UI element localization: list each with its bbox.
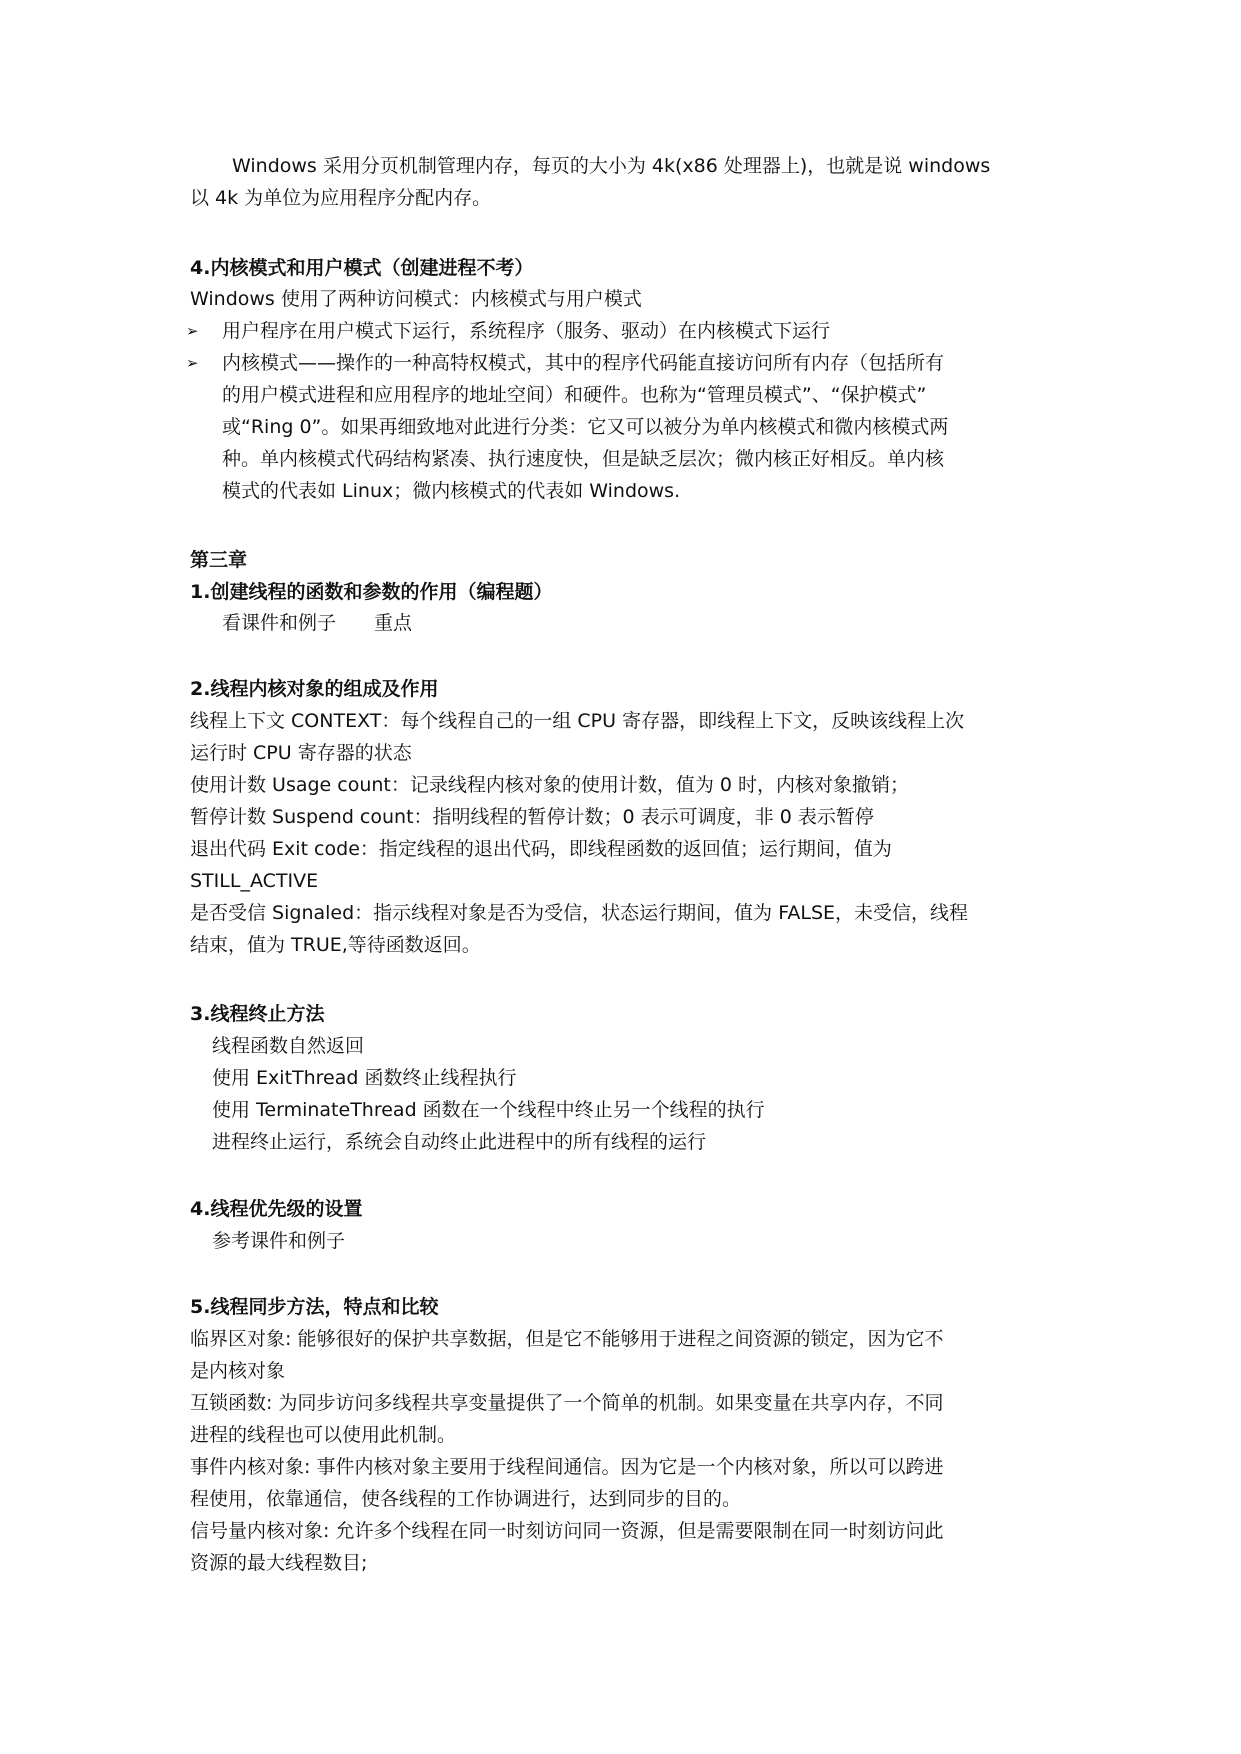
q5-line-5: 事件内核对象: 事件内核对象主要用于线程间通信。因为它是一个内核对象，所以可以跨进 <box>190 1456 944 1478</box>
q2-line-5: 退出代码 Exit code：指定线程的退出代码，即线程函数的返回值；运行期间，值为 <box>190 838 892 860</box>
q1-line: 看课件和例子 重点 <box>222 612 413 634</box>
q2-line-6: STILL_ACTIVE <box>190 870 319 892</box>
bullet-arrow-icon: ➢ <box>186 322 199 340</box>
q5-heading: 5.线程同步方法，特点和比较 <box>190 1296 439 1318</box>
bullet-2-line-3: 或“Ring 0”。如果再细致地对此进行分类：它又可以被分为单内核模式和微内核模式两 <box>222 416 949 438</box>
bullet-2-line-2: 的用户模式进程和应用程序的地址空间）和硬件。也称为“管理员模式”、“保护模式” <box>222 384 927 406</box>
section-4-heading: 4.内核模式和用户模式（创建进程不考） <box>190 257 534 279</box>
q5-line-4: 进程的线程也可以使用此机制。 <box>190 1424 457 1446</box>
bullet-2-line-5: 模式的代表如 Linux；微内核模式的代表如 Windows. <box>222 480 681 502</box>
q5-line-1: 临界区对象: 能够很好的保护共享数据，但是它不能够用于进程之间资源的锁定，因为它不 <box>190 1328 944 1350</box>
intro-line-2: 以 4k 为单位为应用程序分配内存。 <box>190 187 492 209</box>
q4-heading: 4.线程优先级的设置 <box>190 1198 363 1220</box>
q5-line-7: 信号量内核对象: 允许多个线程在同一时刻访问同一资源，但是需要限制在同一时刻访问此 <box>190 1520 944 1542</box>
bullet-1-text: 用户程序在用户模式下运行，系统程序（服务、驱动）在内核模式下运行 <box>222 320 831 342</box>
bullet-2-line-4: 种。单内核模式代码结构紧凑、执行速度快，但是缺乏层次；微内核正好相反。单内核 <box>222 448 945 470</box>
q3-line-2: 使用 ExitThread 函数终止线程执行 <box>212 1067 517 1089</box>
q3-heading: 3.线程终止方法 <box>190 1003 325 1025</box>
q2-line-1: 线程上下文 CONTEXT：每个线程自己的一组 CPU 寄存器，即线程上下文，反映该线程上次 <box>190 710 965 732</box>
q2-line-4: 暂停计数 Suspend count：指明线程的暂停计数；0 表示可调度，非 0 表示暂停 <box>190 806 874 828</box>
bullet-arrow-icon: ➢ <box>186 354 199 372</box>
q2-line-8: 结束，值为 TRUE,等待函数返回。 <box>190 934 481 956</box>
q2-line-7: 是否受信 Signaled：指示线程对象是否为受信，状态运行期间，值为 FALSE，未受信，线程 <box>190 902 969 924</box>
q2-line-3: 使用计数 Usage count：记录线程内核对象的使用计数，值为 0 时，内核对象撤销； <box>190 774 910 796</box>
bullet-2-line-1: 内核模式——操作的一种高特权模式，其中的程序代码能直接访问所有内存（包括所有 <box>222 352 945 374</box>
q1-heading: 1.创建线程的函数和参数的作用（编程题） <box>190 581 553 603</box>
intro-line-1: Windows 采用分页机制管理内存，每页的大小为 4k(x86 处理器上)，也就是说 windows <box>232 155 991 177</box>
q4-line: 参考课件和例子 <box>212 1230 346 1252</box>
q5-line-6: 程使用，依靠通信，使各线程的工作协调进行，达到同步的目的。 <box>190 1488 742 1510</box>
q2-line-2: 运行时 CPU 寄存器的状态 <box>190 742 412 764</box>
q3-line-3: 使用 TerminateThread 函数在一个线程中终止另一个线程的执行 <box>212 1099 765 1121</box>
q5-line-2: 是内核对象 <box>190 1360 286 1382</box>
q5-line-3: 互锁函数: 为同步访问多线程共享变量提供了一个简单的机制。如果变量在共享内存，不同 <box>190 1392 944 1414</box>
q5-line-8: 资源的最大线程数目; <box>190 1552 368 1574</box>
q3-line-4: 进程终止运行，系统会自动终止此进程中的所有线程的运行 <box>212 1131 707 1153</box>
q2-heading: 2.线程内核对象的组成及作用 <box>190 678 439 700</box>
q3-line-1: 线程函数自然返回 <box>212 1035 365 1057</box>
section-4-line: Windows 使用了两种访问模式：内核模式与用户模式 <box>190 288 642 310</box>
chapter-title: 第三章 <box>190 549 248 571</box>
